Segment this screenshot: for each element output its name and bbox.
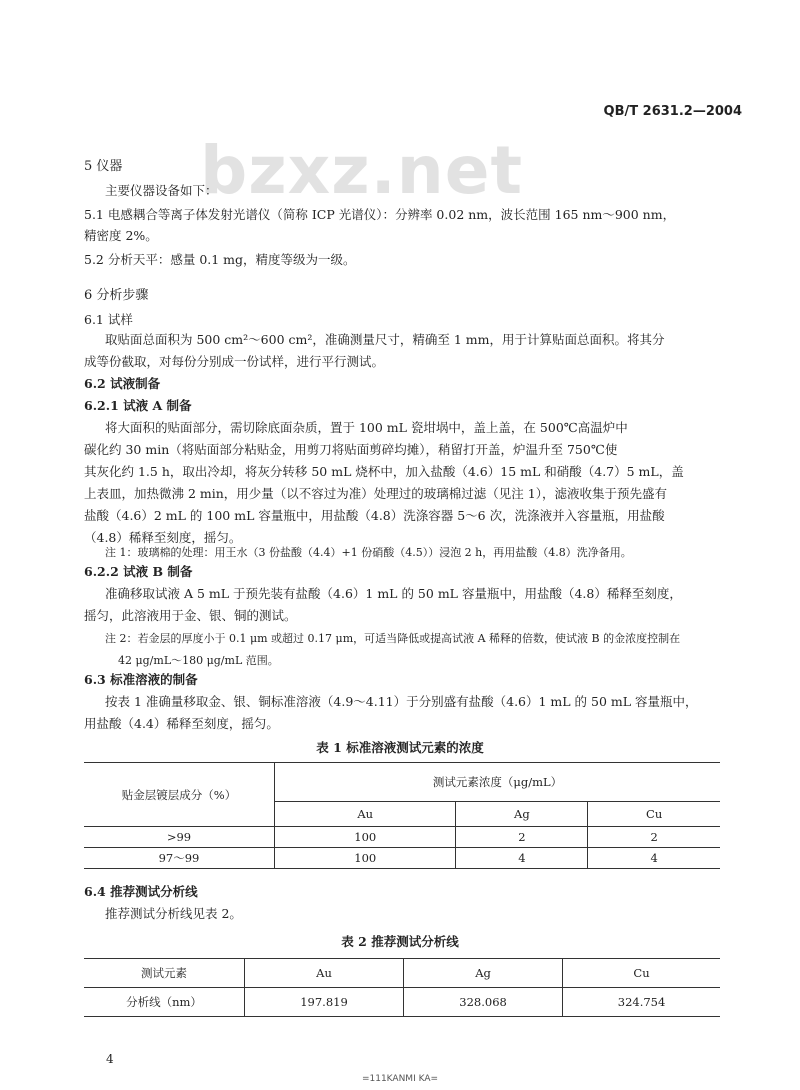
section-6-4-title: 6.4 推荐测试分析线: [84, 884, 198, 899]
table-cell: 4: [456, 848, 588, 869]
note-2-line-1: 注 2：若金层的厚度小于 0.1 μm 或超过 0.17 μm，可适当降低或提高试液 A 稀释的倍数，使试液 B 的金浓度控制在: [105, 632, 681, 645]
table-1-col-group: 测试元素浓度（μg/mL）: [275, 763, 721, 802]
section-6-4-line: 推荐测试分析线见表 2。: [105, 906, 242, 921]
table-cell: Ag: [404, 959, 563, 988]
section-5-1-cont: 精密度 2%。: [84, 228, 158, 243]
section-6-2-1-line-3: 其灰化约 1.5 h，取出冷却，将灰分转移 50 mL 烧杯中，加入盐酸（4.6）15 mL 和硝酸（4.7）5 mL，盖: [84, 464, 684, 479]
section-6-3-line-1: 按表 1 准确量移取金、银、铜标准溶液（4.9～4.11）于分别盛有盐酸（4.6）1 mL 的 50 mL 容量瓶中，: [105, 694, 698, 709]
watermark-text: bzxz.net: [200, 132, 524, 209]
table-cell: 2: [588, 827, 720, 848]
section-6-2-title: 6.2 试液制备: [84, 376, 161, 391]
section-6-2-1-line-4: 上表皿，加热微沸 2 min，用少量（以不容过为准）处理过的玻璃棉过滤（见注 1），滤液收集于预先盛有: [84, 486, 667, 501]
table-2-caption: 表 2 推荐测试分析线: [341, 934, 459, 949]
footer-text: =111KANMI KA=: [361, 1074, 439, 1084]
table-cell: Cu: [563, 959, 720, 988]
table-1-row-header: 贴金层镀层成分（%）: [84, 763, 275, 827]
table-2: [84, 958, 720, 1017]
table-2-header-row: [84, 959, 720, 988]
section-6-1-title: 6.1 试样: [84, 312, 133, 327]
table-cell: 分析线（nm）: [84, 988, 245, 1017]
section-6-1-line-1: 取贴面总面积为 500 cm²～600 cm²，准确测量尺寸，精确至 1 mm，用于计算贴面总面积。将其分: [105, 332, 665, 347]
section-5-title: 5 仪器: [84, 159, 123, 174]
table-1-col-au: Au: [275, 802, 456, 827]
table-row: [84, 848, 720, 869]
table-cell: 4: [588, 848, 720, 869]
section-6-3-title: 6.3 标准溶液的制备: [84, 672, 198, 687]
page-number: 4: [106, 1052, 114, 1066]
table-cell: >99: [84, 827, 275, 848]
table-cell: 测试元素: [84, 959, 245, 988]
section-6-2-1-title: 6.2.1 试液 A 制备: [84, 398, 192, 413]
section-6-2-1-line-2: 碳化约 30 min（将贴面部分粘贴金，用剪刀将贴面剪碎均摊），稍留打开盖，炉温升至 750℃使: [84, 442, 618, 457]
table-1-caption: 表 1 标准溶液测试元素的浓度: [316, 740, 484, 755]
table-row: [84, 827, 720, 848]
note-1: 注 1：玻璃棉的处理：用王水（3 份盐酸（4.4）+1 份硝酸（4.5））浸泡 2 h，再用盐酸（4.8）洗净备用。: [105, 546, 632, 559]
section-6-2-2-line-1: 准确移取试液 A 5 mL 于预先装有盐酸（4.6）1 mL 的 50 mL 容量瓶中，用盐酸（4.8）稀释至刻度，: [105, 586, 682, 601]
section-6-title: 6 分析步骤: [84, 288, 149, 303]
section-5-intro: 主要仪器设备如下：: [105, 183, 218, 198]
section-6-2-2-line-2: 摇匀，此溶液用于金、银、铜的测试。: [84, 608, 297, 623]
section-6-2-2-title: 6.2.2 试液 B 制备: [84, 564, 193, 579]
section-6-1-line-2: 成等份截取，对每份分别成一份试样，进行平行测试。: [84, 354, 385, 369]
table-cell: 324.754: [563, 988, 720, 1017]
note-2-line-2: 42 μg/mL～180 μg/mL 范围。: [118, 654, 279, 667]
section-6-2-1-line-1: 将大面积的贴面部分，需切除底面杂质，置于 100 mL 瓷坩埚中，盖上盖，在 500℃高温炉中: [105, 420, 628, 435]
section-5-1: 5.1 电感耦合等离子体发射光谱仪（简称 ICP 光谱仪）：分辨率 0.02 nm，波长范围 165 nm～900 nm，: [84, 207, 676, 222]
table-1-col-cu: Cu: [588, 802, 720, 827]
section-6-2-1-line-6: （4.8）稀释至刻度，摇匀。: [84, 530, 242, 545]
table-row: [84, 988, 720, 1017]
table-cell: Au: [245, 959, 404, 988]
standard-code: QB/T 2631.2—2004: [603, 104, 742, 119]
section-6-2-1-line-5: 盐酸（4.6）2 mL 的 100 mL 容量瓶中，用盐酸（4.8）洗涤容器 5～6 次，洗涤液并入容量瓶，用盐酸: [84, 508, 665, 523]
table-cell: 2: [456, 827, 588, 848]
table-1-col-ag: Ag: [456, 802, 588, 827]
table-cell: 197.819: [245, 988, 404, 1017]
table-cell: 97～99: [84, 848, 275, 869]
table-1: [84, 762, 720, 869]
table-cell: 100: [275, 848, 456, 869]
section-5-2: 5.2 分析天平：感量 0.1 mg，精度等级为一级。: [84, 252, 356, 267]
section-6-3-line-2: 用盐酸（4.4）稀释至刻度，摇匀。: [84, 716, 279, 731]
table-cell: 328.068: [404, 988, 563, 1017]
table-cell: 100: [275, 827, 456, 848]
